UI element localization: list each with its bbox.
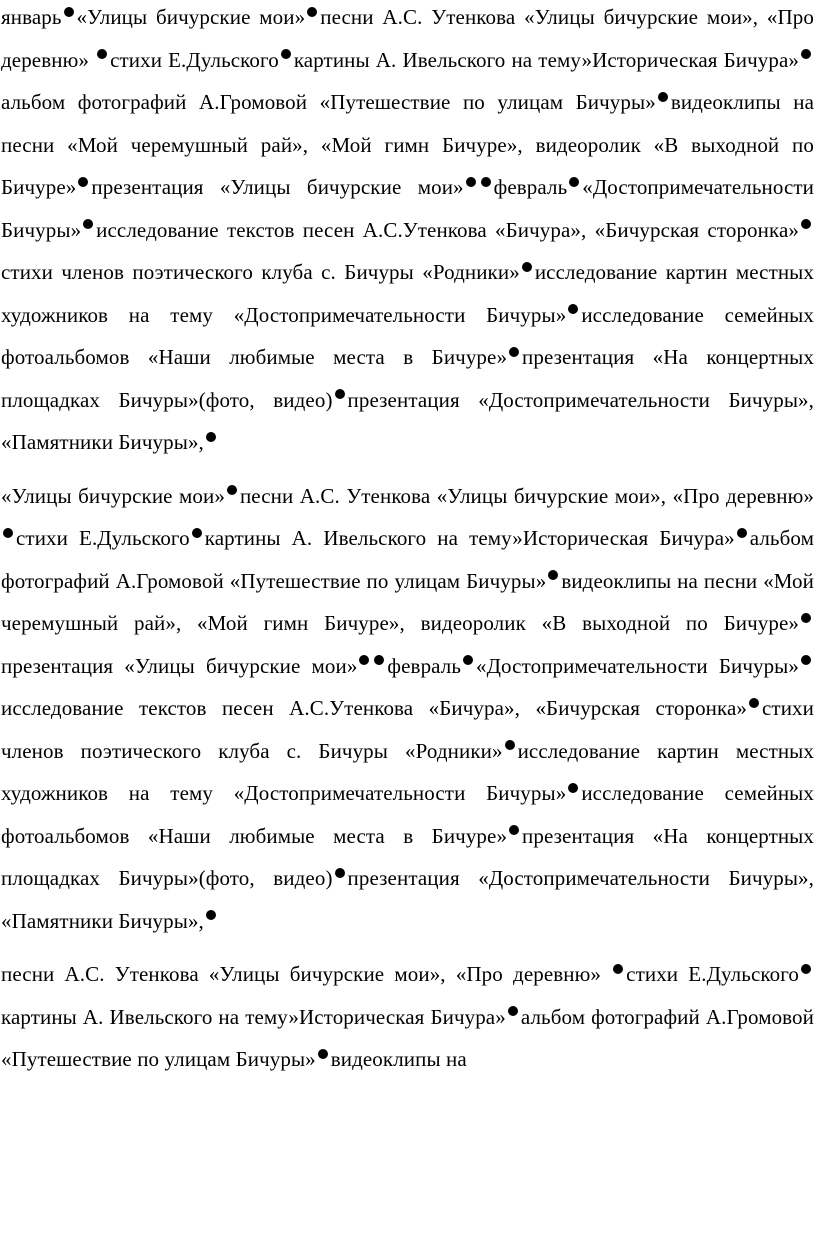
- bullet-icon: [374, 655, 384, 665]
- bullet-icon: [505, 740, 515, 750]
- text-segment: презентация «Достопримечательности Бичуры», «Памятники Бичуры»,: [1, 387, 814, 454]
- text-segment: песни А.С. Утенкова «Улицы бичурские мои», «Про деревню»: [1, 5, 815, 72]
- bullet-icon: [548, 570, 558, 580]
- bullet-icon: [281, 49, 291, 59]
- text-segment: исследование семейных фотоальбомов «Наши любимые места в Бичуре»: [1, 302, 814, 369]
- bullet-icon: [83, 219, 93, 229]
- bullet-icon: [801, 964, 811, 974]
- text-segment: исследование картин местных художников на тему «Достопримечательности Бичуры»: [1, 738, 814, 805]
- bullet-icon: [97, 49, 107, 59]
- bullet-icon: [206, 910, 216, 920]
- text-segment: исследование картин местных художников на тему «Достопримечательности Бичуры»: [1, 260, 814, 327]
- bullet-icon: [568, 783, 578, 793]
- bullet-icon: [192, 528, 202, 538]
- text-segment: стихи членов поэтического клуба с. Бичуры «Родники»: [1, 260, 520, 284]
- bullet-icon: [481, 177, 491, 187]
- text-segment: альбом фотографий А.Громовой «Путешествие по улицам Бичуры»: [1, 1004, 814, 1071]
- text-segment: февраль: [387, 653, 462, 678]
- bullet-icon: [801, 655, 811, 665]
- text-segment: стихи Е.Дульского: [626, 962, 799, 986]
- bullet-icon: [318, 1049, 328, 1059]
- bullet-icon: [78, 177, 88, 187]
- bullet-icon: [613, 964, 623, 974]
- bullet-icon: [307, 7, 317, 17]
- text-segment: январь: [1, 5, 62, 29]
- bullet-icon: [64, 7, 74, 17]
- bullet-icon: [3, 528, 13, 538]
- text-segment: стихи членов поэтического клуба с. Бичуры «Родники»: [1, 696, 814, 763]
- text-segment: видеоклипы на песни «Мой черемушный рай», «Мой гимн Бичуре», видеоролик «В выходной по Бичуре»: [1, 568, 814, 635]
- text-segment: альбом фотографий А.Громовой «Путешествие по улицам Бичуры»: [1, 90, 656, 114]
- text-segment: песни А.С. Утенкова «Улицы бичурские мои», «Про деревню»: [239, 483, 814, 508]
- text-segment: видеоклипы на песни «Мой черемушный рай», «Мой гимн Бичуре», видеоролик «В выходной по Бичуре»: [1, 90, 814, 199]
- bullet-icon: [335, 868, 345, 878]
- text-segment: презентация «Достопримечательности Бичуры», «Памятники Бичуры»,: [1, 866, 814, 933]
- bullet-icon: [206, 432, 216, 442]
- text-segment: песни А.С. Утенкова «Улицы бичурские мои», «Про деревню»: [1, 962, 612, 986]
- text-segment: исследование семейных фотоальбомов «Наши любимые места в Бичуре»: [1, 781, 814, 848]
- text-segment: презентация «На концертных площадках Бичуры»(фото, видео): [1, 823, 814, 890]
- bullet-icon: [568, 304, 578, 314]
- bullet-icon: [522, 262, 532, 272]
- bullet-icon: [359, 655, 369, 665]
- text-segment: картины А. Ивельского на тему»Историческая Бичура»: [204, 526, 735, 550]
- text-segment: исследование текстов песен А.С.Утенкова «Бичура», «Бичурская сторонка»: [96, 217, 799, 242]
- text-segment: видеоклипы на: [330, 1047, 467, 1071]
- bullet-icon: [508, 1006, 518, 1016]
- bullet-icon: [737, 528, 747, 538]
- text-segment: «Улицы бичурские мои»: [76, 5, 306, 29]
- text-segment: стихи Е.Дульского: [110, 47, 279, 72]
- bullet-icon: [463, 655, 473, 665]
- bullet-icon: [749, 698, 759, 708]
- bullet-icon: [801, 219, 811, 229]
- paragraph-3: [1, 953, 814, 1081]
- text-segment: февраль: [493, 175, 568, 199]
- bullet-icon: [466, 177, 476, 187]
- text-segment: «Достопримечательности Бичуры»: [1, 175, 814, 242]
- text-segment: презентация «Улицы бичурские мои»: [91, 175, 464, 199]
- paragraph-1: [1, 0, 814, 464]
- text-segment: картины А. Ивельского на тему»Историческая Бичура»: [1, 1004, 506, 1029]
- bullet-icon: [658, 92, 668, 102]
- text-segment: исследование текстов песен А.С.Утенкова «Бичура», «Бичурская сторонка»: [1, 696, 748, 720]
- bullet-icon: [509, 825, 519, 835]
- text-segment: презентация «На концертных площадках Бичуры»(фото, видео): [1, 345, 814, 412]
- bullet-icon: [569, 177, 579, 187]
- text-segment: «Улицы бичурские мои»: [1, 483, 225, 508]
- text-segment: стихи Е.Дульского: [16, 526, 190, 550]
- bullet-icon: [801, 49, 811, 59]
- bullet-icon: [227, 485, 237, 495]
- text-segment: «Достопримечательности Бичуры»: [476, 653, 799, 678]
- bullet-icon: [509, 347, 519, 357]
- text-segment: презентация «Улицы бичурские мои»: [1, 653, 358, 678]
- text-segment: альбом фотографий А.Громовой «Путешествие по улицам Бичуры»: [1, 526, 814, 593]
- paragraph-2: [1, 475, 814, 943]
- text-segment: картины А. Ивельского на тему»Историческая Бичура»: [293, 47, 799, 72]
- bullet-icon: [335, 389, 345, 399]
- bullet-icon: [801, 613, 811, 623]
